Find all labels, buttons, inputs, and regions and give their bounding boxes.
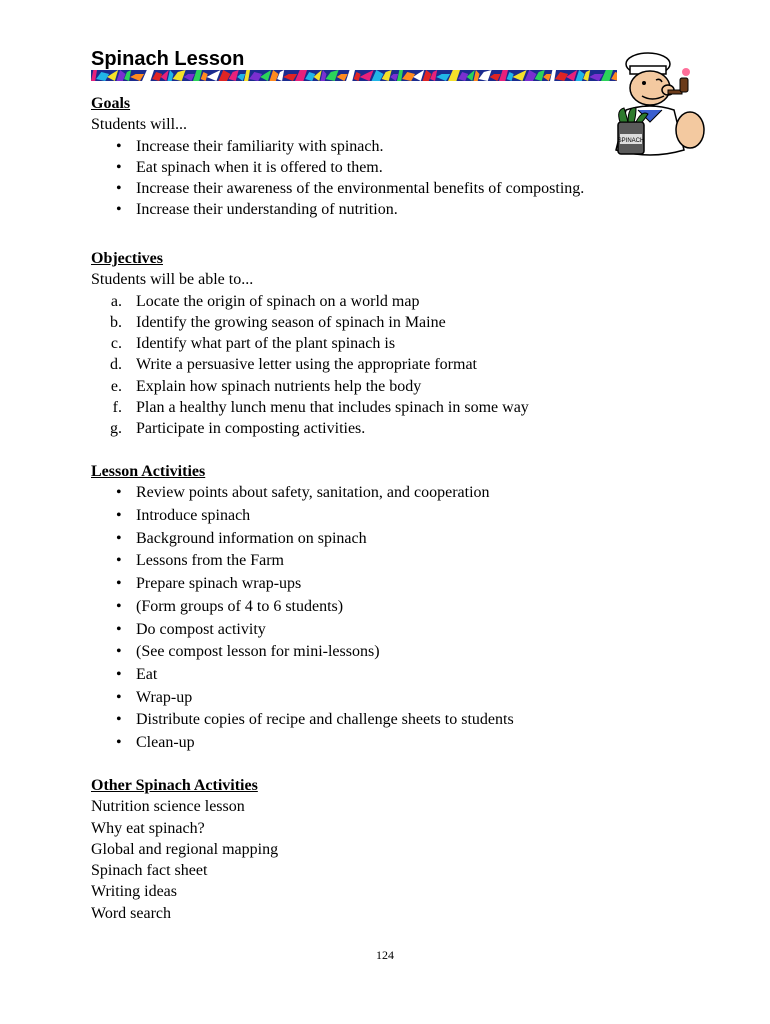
bullet-icon: • xyxy=(116,620,122,638)
list-item xyxy=(91,354,529,375)
bullet-icon: • xyxy=(116,575,122,593)
objectives-heading: Objectives xyxy=(91,250,163,267)
list-item-text: Participate in composting activities. xyxy=(136,420,366,438)
list-item xyxy=(91,596,514,619)
list-marker: a. xyxy=(110,292,122,310)
list-item-text: Write a persuasive letter using the appropriate format xyxy=(136,356,477,374)
lesson-activities-list xyxy=(91,482,514,754)
list-item xyxy=(91,482,514,505)
list-item-text: (See compost lesson for mini-lessons) xyxy=(136,643,380,661)
list-item xyxy=(91,619,514,642)
other-activities-section xyxy=(91,775,278,924)
objectives-section xyxy=(91,248,529,440)
list-item: Spinach fact sheet xyxy=(91,862,208,880)
list-marker: c. xyxy=(110,335,122,353)
bullet-icon: • xyxy=(116,711,122,729)
list-marker: e. xyxy=(110,377,122,395)
list-item-text: Explain how spinach nutrients help the body xyxy=(136,377,422,395)
list-item: Word search xyxy=(91,904,172,922)
other-activities-heading: Other Spinach Activities xyxy=(91,777,258,794)
bullet-icon: • xyxy=(116,484,122,502)
bullet-icon: • xyxy=(116,529,122,547)
list-item xyxy=(91,732,514,755)
list-marker: b. xyxy=(110,313,122,331)
list-item-text: Increase their understanding of nutrition. xyxy=(136,201,398,219)
list-item-text: Identify the growing season of spinach in Maine xyxy=(136,313,446,331)
list-marker: f. xyxy=(112,399,122,417)
list-marker: g. xyxy=(110,420,122,438)
list-item: Global and regional mapping xyxy=(91,840,279,858)
bullet-icon: • xyxy=(116,734,122,752)
list-item xyxy=(91,312,529,333)
bullet-icon: • xyxy=(116,665,122,683)
list-item xyxy=(91,178,584,199)
objectives-list xyxy=(91,291,529,440)
list-item xyxy=(91,550,514,573)
page-number: 124 xyxy=(376,948,394,962)
list-item xyxy=(91,687,514,710)
list-item xyxy=(91,573,514,596)
sailor-mascot-icon xyxy=(608,50,710,165)
goals-intro: Students will... xyxy=(91,116,188,134)
list-item xyxy=(91,199,584,220)
list-item xyxy=(91,709,514,732)
list-item xyxy=(91,376,529,397)
list-item xyxy=(91,505,514,528)
list-item-text: Prepare spinach wrap-ups xyxy=(136,575,302,593)
list-item-text: Locate the origin of spinach on a world map xyxy=(136,292,420,310)
can-label: SPINACH xyxy=(617,138,645,144)
list-item-text: Eat spinach when it is offered to them. xyxy=(136,158,383,176)
bullet-icon: • xyxy=(116,201,122,219)
other-activities-list xyxy=(91,796,278,924)
list-marker: d. xyxy=(110,356,122,374)
goals-heading: Goals xyxy=(91,95,131,112)
lesson-activities-section xyxy=(91,461,514,755)
bullet-icon: • xyxy=(116,597,122,615)
list-item-text: Introduce spinach xyxy=(136,507,251,524)
bullet-icon: • xyxy=(116,507,122,524)
list-item-text: Eat xyxy=(136,665,158,683)
page-title: Spinach Lesson xyxy=(91,48,245,70)
bullet-icon: • xyxy=(116,643,122,661)
objectives-intro: Students will be able to... xyxy=(91,271,254,289)
list-item xyxy=(91,528,514,551)
bullet-icon: • xyxy=(116,158,122,176)
list-item xyxy=(91,157,584,178)
goals-list xyxy=(91,136,584,221)
list-item xyxy=(91,418,529,439)
list-item-text: Identify what part of the plant spinach is xyxy=(136,335,396,353)
list-item-text: Lessons from the Farm xyxy=(136,552,284,570)
list-item-text: Review points about safety, sanitation, and cooperation xyxy=(136,484,490,502)
list-item: Writing ideas xyxy=(91,883,177,901)
list-item xyxy=(91,397,529,418)
goals-section xyxy=(91,93,584,221)
lesson-activities-heading: Lesson Activities xyxy=(91,463,206,480)
list-item-text: Clean-up xyxy=(136,734,195,752)
list-item-text: Distribute copies of recipe and challenge sheets to students xyxy=(136,711,514,729)
confetti-bar-icon xyxy=(91,70,617,81)
list-item-text: Increase their familiarity with spinach. xyxy=(136,137,384,155)
list-item xyxy=(91,333,529,354)
bullet-icon: • xyxy=(116,552,122,570)
list-item-text: Plan a healthy lunch menu that includes spinach in some way xyxy=(136,399,529,417)
list-item: Nutrition science lesson xyxy=(91,798,245,816)
list-item xyxy=(91,136,584,157)
list-item-text: Increase their awareness of the environmental benefits of composting. xyxy=(136,180,585,198)
list-item xyxy=(91,641,514,664)
bullet-icon: • xyxy=(116,688,122,706)
list-item-text: Wrap-up xyxy=(136,688,193,706)
list-item: Why eat spinach? xyxy=(91,819,205,837)
bullet-icon: • xyxy=(116,180,122,198)
list-item-text: Background information on spinach xyxy=(136,529,367,547)
list-item-text: (Form groups of 4 to 6 students) xyxy=(136,597,344,615)
bullet-icon: • xyxy=(116,137,122,155)
list-item-text: Do compost activity xyxy=(136,620,266,638)
list-item xyxy=(91,664,514,687)
list-item xyxy=(91,291,529,312)
